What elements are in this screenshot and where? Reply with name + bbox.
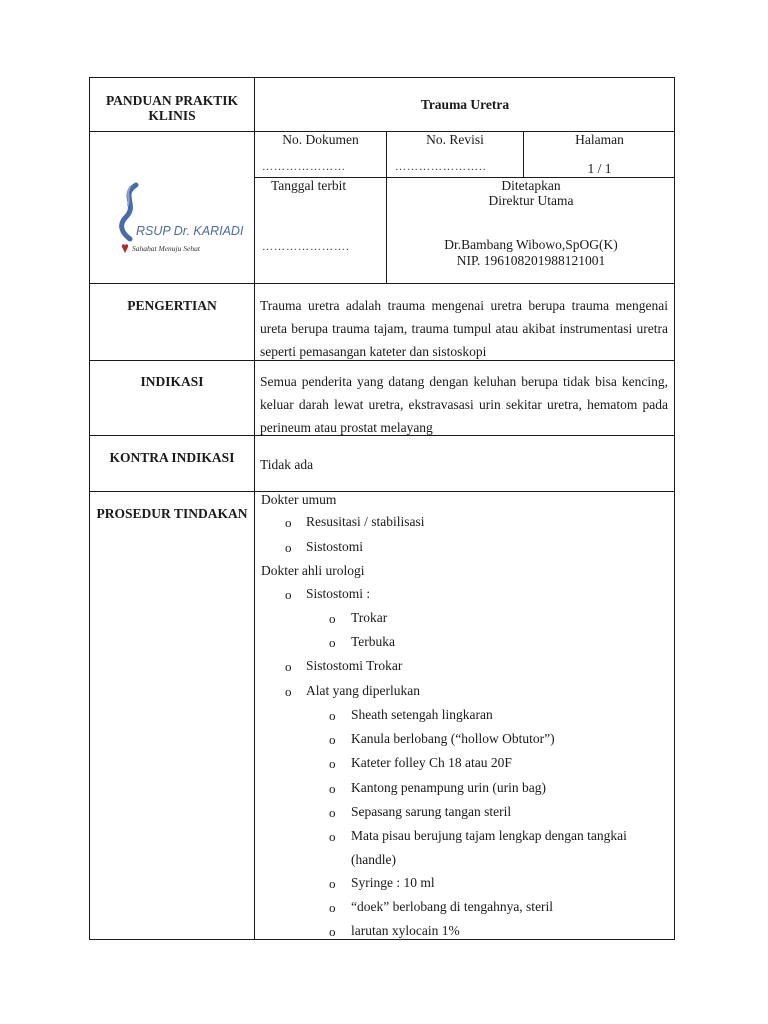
ditetapkan-label: Ditetapkan xyxy=(501,178,561,193)
heart-icon xyxy=(122,244,128,253)
logo-name: RSUP Dr. KARIADI xyxy=(136,224,244,238)
section-text-indikasi: Semua penderita yang datang dengan keluhan berupa tidak bisa kencing, keluar darah lewat uretra, ekstravasasi urin sekitar uretra, hematom pada perineum atau prostat melayang xyxy=(260,374,668,435)
panduan-title: PANDUAN PRAKTIK KLINIS xyxy=(105,93,239,123)
bullet-icon: o xyxy=(329,756,336,771)
list-item: “doek” berlobang di tengahnya, steril xyxy=(351,899,554,914)
section-text-pengertian: Trauma uretra adalah trauma mengenai uretra berupa trauma mengenai ureta berupa trauma tajam, trauma tumpul atau akibat instrumentasi uretra seperti pemasangan kateter dan sistoskopi xyxy=(260,298,668,359)
column-divider xyxy=(254,77,255,940)
row-divider xyxy=(89,491,675,492)
halaman-label: Halaman xyxy=(575,132,624,147)
list-item: (handle) xyxy=(351,852,396,867)
logo-tagline: Sahabat Menuju Sehat xyxy=(132,244,200,253)
direktur-label: Direktur Utama xyxy=(488,193,574,208)
bullet-icon: o xyxy=(285,587,292,602)
list-item: Trokar xyxy=(351,610,388,625)
bullet-icon: o xyxy=(329,829,336,844)
list-item: Terbuka xyxy=(351,634,396,649)
bullet-icon: o xyxy=(285,540,292,555)
hospital-logo xyxy=(116,181,244,257)
no-dokumen-label: No. Dokumen xyxy=(282,132,359,147)
list-item: Dokter umum xyxy=(261,492,337,507)
section-label-indikasi: INDIKASI xyxy=(140,374,204,389)
director-nip: NIP. 196108201988121001 xyxy=(456,253,606,268)
list-item: Sistostomi Trokar xyxy=(306,658,403,673)
logo-mark-icon xyxy=(116,181,244,257)
list-item: Alat yang diperlukan xyxy=(306,683,420,698)
list-item: Sepasang sarung tangan steril xyxy=(351,804,512,819)
director-name: Dr.Bambang Wibowo,SpOG(K) xyxy=(444,237,618,252)
row-divider xyxy=(89,283,675,284)
bullet-icon: o xyxy=(285,515,292,530)
halaman-value: 1 / 1 xyxy=(587,161,612,176)
list-item: Sistostomi xyxy=(306,539,364,554)
list-item: Kanula berlobang (“hollow Obtutor”) xyxy=(351,731,555,746)
list-item: Dokter ahli urologi xyxy=(261,563,365,578)
bullet-icon: o xyxy=(329,876,336,891)
list-item: Kateter folley Ch 18 atau 20F xyxy=(351,755,512,770)
section-label-kontra-indikasi: KONTRA INDIKASI xyxy=(109,450,235,465)
tanggal-terbit-label: Tanggal terbit xyxy=(271,178,347,193)
list-item: larutan xylocain 1% xyxy=(351,923,460,938)
bullet-icon: o xyxy=(285,659,292,674)
bullet-icon: o xyxy=(329,781,336,796)
bullet-icon: o xyxy=(329,805,336,820)
list-item: Resusitasi / stabilisasi xyxy=(306,514,425,529)
list-item: Sistostomi : xyxy=(306,586,371,601)
bullet-icon: o xyxy=(285,684,292,699)
bullet-icon: o xyxy=(329,924,336,939)
list-item: Kantong penampung urin (urin bag) xyxy=(351,780,546,795)
no-revisi-value: ………………….. xyxy=(395,161,487,173)
no-dokumen-value: ………………… xyxy=(262,161,346,173)
bullet-icon: o xyxy=(329,708,336,723)
no-revisi-label: No. Revisi xyxy=(426,132,484,147)
tanggal-terbit-value: …………………. xyxy=(262,241,350,253)
list-item: Sheath setengah lingkaran xyxy=(351,707,493,722)
list-item: Syringe : 10 ml xyxy=(351,875,435,890)
bullet-icon: o xyxy=(329,611,336,626)
list-item: Mata pisau berujung tajam lengkap dengan tangkai xyxy=(351,828,627,843)
document-title: Trauma Uretra xyxy=(420,97,510,112)
section-label-prosedur: PROSEDUR TINDAKAN xyxy=(96,506,248,521)
section-text-kontra-indikasi: Tidak ada xyxy=(260,457,314,472)
bullet-icon: o xyxy=(329,900,336,915)
section-label-pengertian: PENGERTIAN xyxy=(127,298,217,313)
bullet-icon: o xyxy=(329,635,336,650)
bullet-icon: o xyxy=(329,732,336,747)
